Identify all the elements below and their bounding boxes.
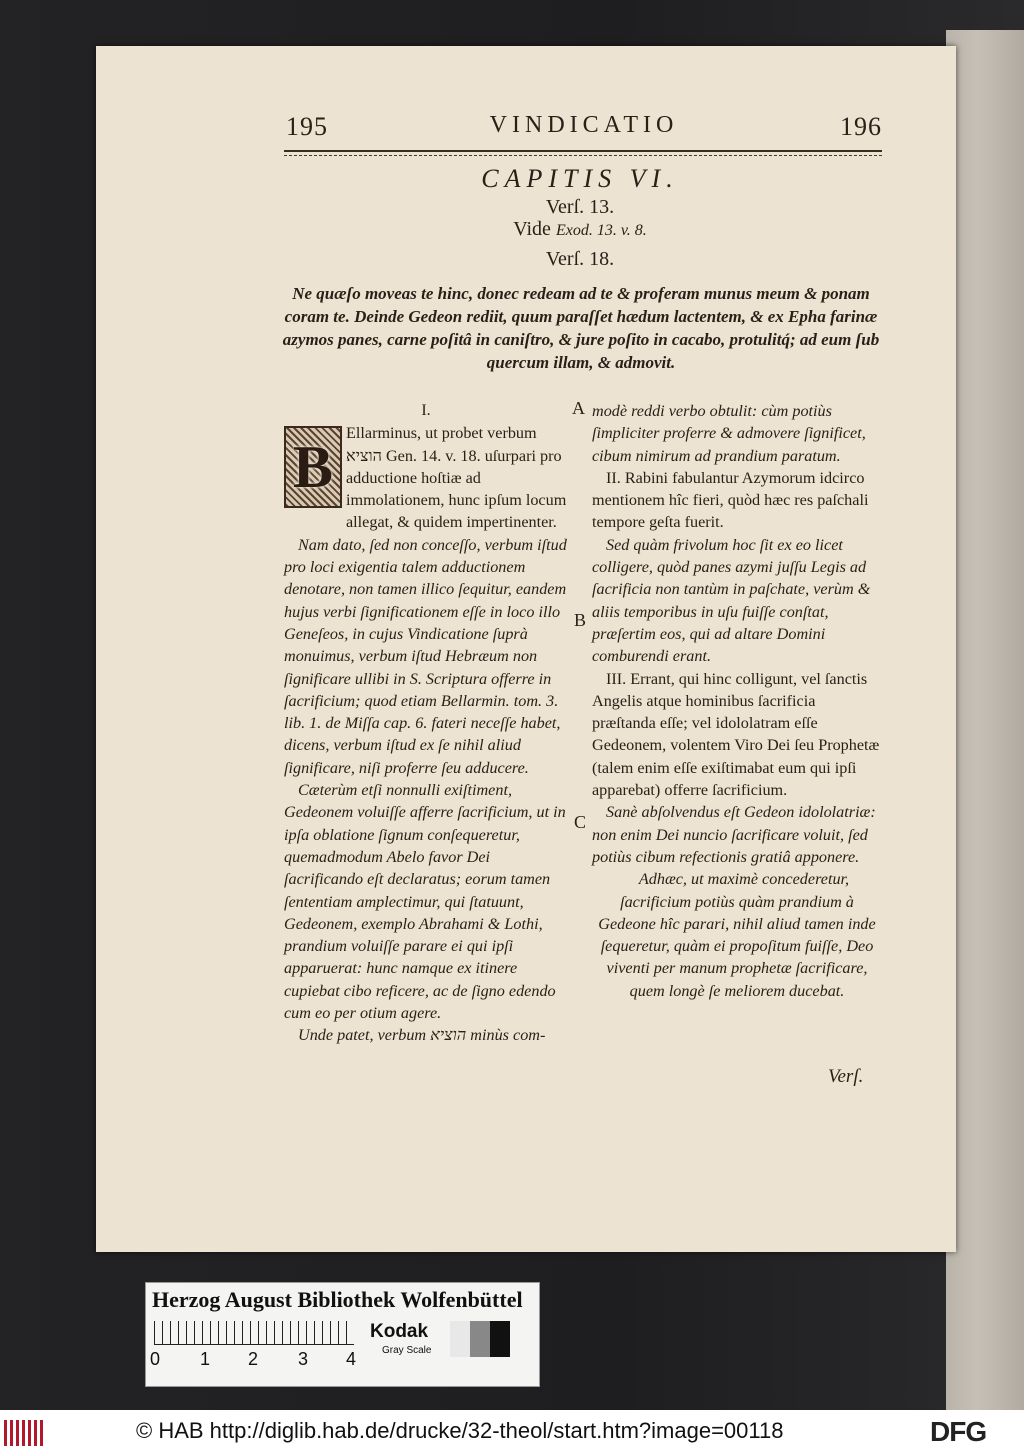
paragraph: Sed quàm frivolum hoc ſit ex eo licet colligere, quòd panes azymi juſſu Legis ad ſacrificia non tantùm in paſchate, verùm & aliis temporibus in uſu fuiſſe conſtat, præſertim eos, qui ad altare Domini comburendi erant. (592, 535, 871, 666)
library-color-card (145, 1282, 540, 1387)
gray-scale-label: Gray Scale (382, 1345, 432, 1356)
paragraph: Sanè abſolvendus eſt Gedeon idololatriæ: non enim Dei nuncio ſacrificare voluit, ſed potiùs cibum refectionis gratiâ apponere. (592, 803, 876, 866)
page-number-right: 196 (840, 112, 882, 141)
source-link[interactable]: © HAB http://diglib.hab.de/drucke/32-theol/start.htm?image=00118 (136, 1418, 784, 1443)
vide-ref: Exod. 13. v. 8. (555, 222, 647, 239)
hab-logo-icon (4, 1420, 44, 1446)
decorated-initial (284, 426, 342, 508)
ruler-number: 0 (150, 1349, 161, 1369)
vide-reference (280, 218, 880, 241)
verse-13-heading: Verſ. 13. (545, 196, 615, 218)
margin-letter-c: C (574, 812, 587, 832)
library-name: Herzog August Bibliothek Wolfenbüttel (152, 1287, 523, 1312)
margin-letter-a: A (572, 398, 585, 418)
ruler-number: 3 (298, 1349, 309, 1369)
running-header (286, 112, 882, 148)
paragraph: Cæterùm etſi nonnulli exiſtiment, Gedeonem voluiſſe afferre ſacrificium, ut in ipſa oblatione ſignum conſequeretur, quemadmodum Abelo favor Dei ſacrificando eſt declaratus; eorum tamen ſententiam amplectimur, qui ſtatuunt, Gedeonem, exemplo Abrahami & Lothi, prandium voluiſſe parare ei qui ipſi apparuerat: hunc namque ex itinere cupiebat cibo reficere, ac de ſigno edendo cum eo per otium agere. (284, 781, 566, 1023)
running-title: VINDICATIO (489, 112, 679, 138)
ruler-number: 2 (248, 1349, 259, 1369)
next-page-edge (946, 30, 1024, 1420)
drop-cap-letter: B (292, 434, 334, 501)
paragraph: modè reddi verbo obtulit: cùm potiùs ſimpliciter proferre & admovere ſignificet, cibum nimirum ad prandium paratum. (592, 402, 866, 465)
dfg-logo: DFG (930, 1416, 987, 1447)
right-column (592, 400, 882, 1002)
viewer-footer (0, 1410, 1024, 1454)
ruler-numbers (150, 1349, 370, 1371)
header-rule (284, 150, 882, 156)
margin-letter-b: B (574, 610, 587, 630)
section-number: I. (421, 402, 431, 419)
paragraph: Nam dato, ſed non conceſſo, verbum iſtud pro loci exigentia talem adductionem denotare, non tamen illico ſequitur, eandem hujus verbi ſignificationem eſſe in loco illo Geneſeos, in cujus Vindicatione ſuprà monuimus, verbum iſtud Hebræum non ſignificare ullibi in S. Scriptura offerre in ſacrificium; quod etiam Bellarmin. tom. 3. lib. 1. de Miſſa cap. 6. fateri neceſſe habet, dicens, verbum iſtud ex ſe nihil aliud ſignificare, niſi proferre ſeu adducere. (284, 535, 567, 777)
verse-18-heading: Verſ. 18. (545, 248, 615, 270)
page-number-left: 195 (286, 112, 328, 141)
verse-quote: Ne quæſo moveas te hinc, donec redeam ad te & proferam munus meum & ponam coram te. Deinde Gedeon rediit, quum paraſſet hædum lactentem, & ex Epha farinæ azymos panes, carne poſitâ in caniſtro, & jure poſito in cacabo, protulitq́; ad eum ſub quercum illam, & admovit. (282, 284, 880, 372)
chapter-caption: CAPITIS VI. (481, 164, 679, 193)
ruler-icon (154, 1321, 354, 1345)
left-column (284, 400, 568, 1047)
paragraph: III. Errant, qui hinc colligunt, vel ſanctis Angelis atque hominibus ſacrificia præſtanda eſſe; vel idololatram eſſe Gedeonem, volentem Viro Dei ſeu Prophetæ (talem enim eſſe exiſtimabat eum qui ipſi apparebat) offerre ſacrificium. (592, 669, 880, 800)
paragraph: Adhæc, ut maximè concederetur, ſacrificium potiùs quàm prandium à Gedeone hîc parari, nihil aliud tamen inde ſequeretur, quàm ei propoſitum fuiſſe, Deo viventi per manum prophetæ ſacrificare, quem longè ſe meliorem ducebat. (598, 870, 876, 1000)
paragraph: Ellarminus, ut probet verbum הוציא Gen. 14. v. 18. uſurpari pro adductione hoſtiæ ad immolationem, hunc ipſum locum allegat, & quidem impertinenter. (346, 424, 567, 532)
vide-prefix: Vide (513, 218, 551, 240)
paragraph: II. Rabini fabulantur Azymorum idcirco mentionem hîc fieri, quòd hæc res paſchali tempore geſta fuerit. (592, 468, 869, 532)
drop-cap-paragraph (284, 422, 568, 533)
gray-swatches-icon (450, 1321, 510, 1357)
ruler-number: 4 (346, 1349, 357, 1369)
paragraph: Unde patet, verbum הוציא minùs com- (298, 1026, 546, 1045)
kodak-label: Kodak (370, 1321, 429, 1342)
ruler-number: 1 (200, 1349, 211, 1369)
catchword: Verſ. (828, 1066, 864, 1087)
